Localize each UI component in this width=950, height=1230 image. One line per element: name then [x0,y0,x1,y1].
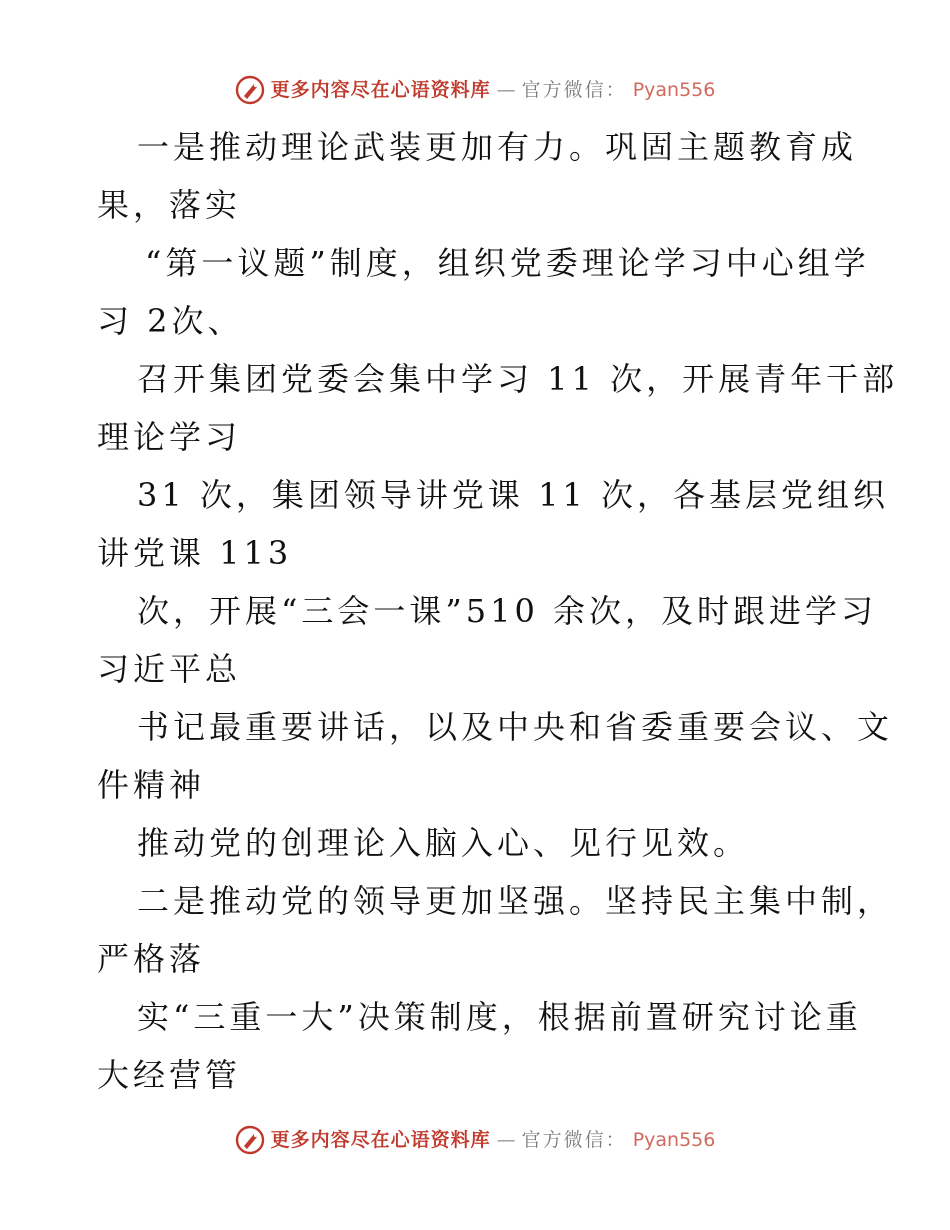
banner-separator: — [496,1129,516,1151]
text-line: 大经营管 [97,1056,242,1094]
banner-wechat-label: 官方微信： [521,79,627,101]
banner-wechat-id: Pyan556 [632,79,716,101]
document-body [97,118,899,1104]
header-watermark-banner [0,74,950,106]
banner-slogan: 更多内容尽在心语资料库 [270,1129,491,1151]
text-line: 习近平总 [97,650,242,688]
text-line: 31 次，集团领导讲党课 11 次，各基层党组织 [137,476,889,514]
text-line: 召开集团党委会集中学习 11 次，开展青年干部 [137,360,899,398]
footer-watermark-banner [0,1124,950,1156]
text-line: 书记最重要讲话，以及中央和省委重要会议、文 [137,708,894,746]
text-line: “第一议题”制度，组织党委理论学习中心组学 [145,244,870,282]
text-line: 实“三重一大”决策制度，根据前置研究讨论重 [137,998,862,1036]
text-line: 件精神 [97,766,206,804]
text-line: 讲党课 113 [97,534,293,572]
text-line: 二是推动党的领导更加坚强。坚持民主集中制， [137,882,894,920]
banner-slogan: 更多内容尽在心语资料库 [270,79,491,101]
pen-nib-logo-icon [235,75,265,105]
banner-separator: — [496,79,516,101]
pen-nib-logo-icon [235,1125,265,1155]
banner-wechat-label: 官方微信： [521,1129,627,1151]
text-line: 严格落 [97,940,206,978]
text-line: 次，开展“三会一课”510 余次，及时跟进学习 [137,592,877,630]
text-line: 推动党的创理论入脑入心、见行见效。 [137,824,750,862]
text-line: 果，落实 [97,186,242,224]
banner-wechat-id: Pyan556 [632,1129,716,1151]
text-line: 习 2次、 [97,302,244,340]
text-line: 理论学习 [97,418,242,456]
text-line: 一是推动理论武装更加有力。巩固主题教育成 [137,128,858,166]
